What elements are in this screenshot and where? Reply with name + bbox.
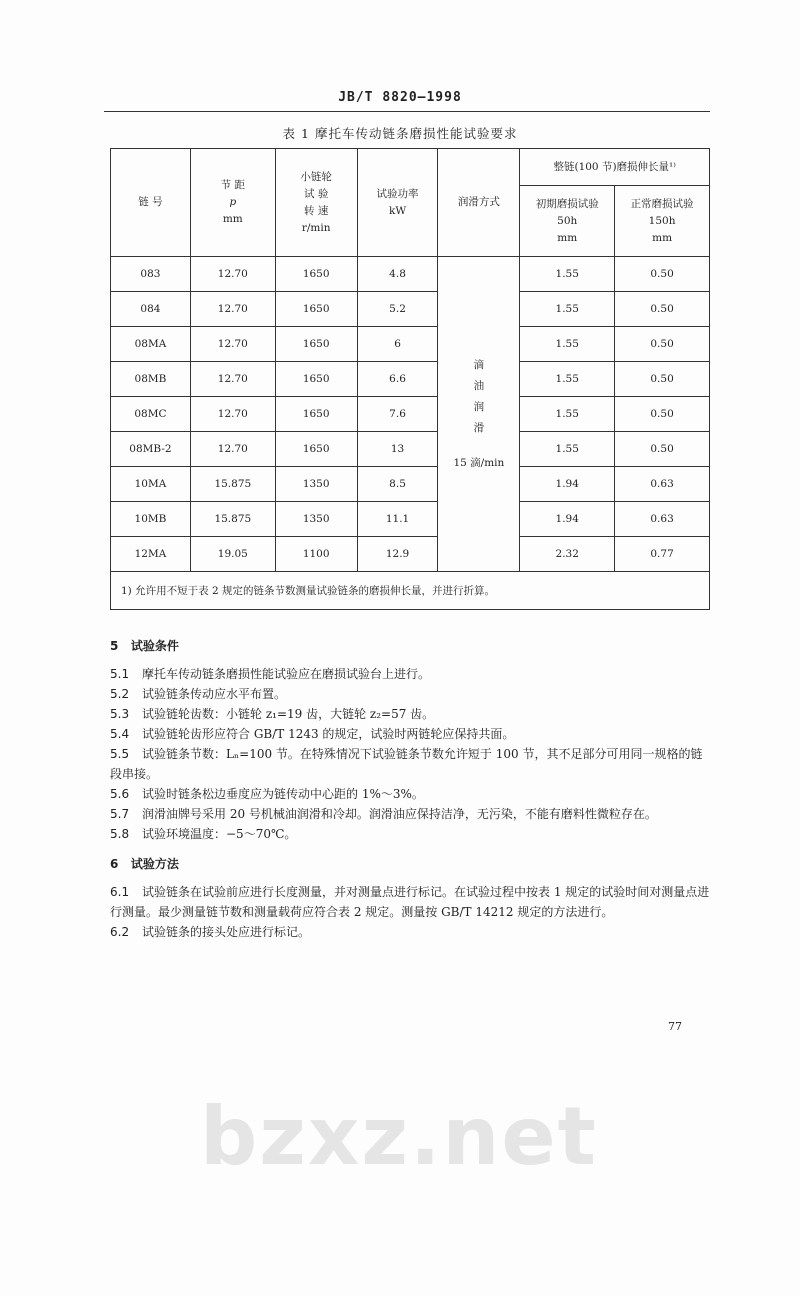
table-row [111,502,710,537]
clause [110,684,710,704]
cell-pitch: 12.70 [190,257,275,292]
table-row [111,467,710,502]
cell-pitch: 12.70 [190,292,275,327]
header-speed: 小链轮 试 验 转 速 r/min [275,149,357,257]
clause [110,744,710,784]
cell-chain-no: 08MC [111,397,191,432]
cell-pitch: 15.875 [190,467,275,502]
cell-normal-wear: 0.50 [615,397,710,432]
header-normal-wear: 正常磨损试验 150h mm [615,186,710,257]
cell-normal-wear: 0.50 [615,362,710,397]
cell-normal-wear: 0.50 [615,257,710,292]
clause-number: 6.2 [110,925,130,939]
clause [110,804,710,824]
table-row [111,397,710,432]
lubrication-cell [438,257,520,572]
table-row [111,537,710,572]
cell-power: 7.6 [357,397,438,432]
table-row [111,432,710,467]
cell-chain-no: 08MB [111,362,191,397]
cell-power: 6 [357,327,438,362]
cell-power: 13 [357,432,438,467]
cell-speed: 1100 [275,537,357,572]
clause-number: 5.4 [110,727,130,741]
page-number: 77 [668,1020,682,1033]
cell-speed: 1650 [275,327,357,362]
cell-initial-wear: 1.94 [520,467,615,502]
cell-pitch: 12.70 [190,432,275,467]
standard-header: JB/T 8820—1998 [338,90,462,105]
clause-text: 试验环境温度：−5～70℃。 [142,827,297,841]
clause-text: 试验时链条松边垂度应为链传动中心距的 1%～3%。 [142,787,424,801]
clause [110,882,710,922]
cell-chain-no: 08MA [111,327,191,362]
clause-text: 润滑油牌号采用 20 号机械油润滑和冷却。润滑油应保持洁净，无污染，不能有磨料性微粒存在。 [142,807,657,821]
cell-power: 8.5 [357,467,438,502]
clause [110,824,710,844]
section-title: 试验条件 [130,639,179,653]
cell-power: 6.6 [357,362,438,397]
cell-speed: 1650 [275,292,357,327]
cell-power: 12.9 [357,537,438,572]
table-row [111,257,710,292]
cell-pitch: 19.05 [190,537,275,572]
cell-initial-wear: 1.94 [520,502,615,537]
clause [110,724,710,744]
cell-chain-no: 12MA [111,537,191,572]
cell-pitch: 15.875 [190,502,275,537]
cell-power: 4.8 [357,257,438,292]
clause [110,664,710,684]
cell-speed: 1650 [275,257,357,292]
cell-initial-wear: 1.55 [520,397,615,432]
clause-number: 5.2 [110,687,130,701]
cell-pitch: 12.70 [190,397,275,432]
clause-text: 试验链条的接头处应进行标记。 [142,925,311,939]
section-number: 6 [110,857,119,871]
cell-normal-wear: 0.63 [615,502,710,537]
cell-pitch: 12.70 [190,327,275,362]
clause-number: 5.1 [110,667,130,681]
section-6 [110,854,710,942]
header-power: 试验功率 kW [357,149,438,257]
table-footnote: 1) 允许用不短于表 2 规定的链条节数测量试验链条的磨损伸长量，并进行折算。 [111,572,710,610]
table-caption: 表 1 摩托车传动链条磨损性能试验要求 [282,126,518,141]
clause-number: 5.8 [110,827,130,841]
clause-text: 试验链条节数：Lₙ=100 节。在特殊情况下试验链条节数允许短于 100 节，其不足部分可用同一规格的链段串接。 [110,747,703,781]
clause-number: 5.7 [110,807,130,821]
clause [110,704,710,724]
clause-text: 试验链条传动应水平布置。 [142,687,287,701]
section-number: 5 [110,639,119,653]
cell-initial-wear: 1.55 [520,257,615,292]
clause-text: 试验链轮齿形应符合 GB/T 1243 的规定，试验时两链轮应保持共面。 [142,727,515,741]
clause-number: 5.3 [110,707,130,721]
lubrication-text: 滑 [473,421,485,434]
header-pitch: 节 距 p mm [190,149,275,257]
cell-pitch: 12.70 [190,362,275,397]
cell-chain-no: 10MA [111,467,191,502]
watermark: bzxz.net [200,1090,598,1183]
header-chain-no: 链 号 [111,149,191,257]
cell-normal-wear: 0.77 [615,537,710,572]
clause [110,922,710,942]
cell-initial-wear: 1.55 [520,362,615,397]
header-rule [104,111,710,112]
cell-initial-wear: 1.55 [520,327,615,362]
clause-text: 摩托车传动链条磨损性能试验应在磨损试验台上进行。 [142,667,431,681]
clause-number: 5.6 [110,787,130,801]
cell-chain-no: 083 [111,257,191,292]
cell-normal-wear: 0.50 [615,432,710,467]
clause-number: 5.5 [110,747,130,761]
cell-initial-wear: 1.55 [520,292,615,327]
header-lubrication: 润滑方式 [438,149,520,257]
cell-speed: 1650 [275,362,357,397]
cell-speed: 1350 [275,467,357,502]
cell-normal-wear: 0.63 [615,467,710,502]
cell-normal-wear: 0.50 [615,327,710,362]
wear-test-table [110,148,710,610]
table-row [111,362,710,397]
section-heading [110,854,710,874]
table-row [111,327,710,362]
cell-speed: 1350 [275,502,357,537]
table-row [111,292,710,327]
lubrication-text: 15 滴/min [453,456,505,469]
cell-speed: 1650 [275,397,357,432]
lubrication-text: 润 [473,400,485,413]
clause [110,784,710,804]
cell-chain-no: 10MB [111,502,191,537]
section-title: 试验方法 [130,857,179,871]
section-heading [110,636,710,656]
lubrication-text: 滴 [473,358,485,371]
cell-power: 5.2 [357,292,438,327]
clause-text: 试验链轮齿数：小链轮 z₁=19 齿，大链轮 z₂=57 齿。 [142,707,435,721]
section-5 [110,636,710,844]
clause-number: 6.1 [110,885,130,899]
cell-normal-wear: 0.50 [615,292,710,327]
cell-initial-wear: 1.55 [520,432,615,467]
cell-power: 11.1 [357,502,438,537]
header-initial-wear: 初期磨损试验 50h mm [520,186,615,257]
clause-text: 试验链条在试验前应进行长度测量，并对测量点进行标记。在试验过程中按表 1 规定的试验时间对测量点进行测量。最少测量链节数和测量载荷应符合表 2 规定。测量按 GB/T 14212 规定的方法进行。 [110,885,710,919]
lubrication-text: 油 [473,379,485,392]
cell-initial-wear: 2.32 [520,537,615,572]
cell-chain-no: 084 [111,292,191,327]
cell-chain-no: 08MB-2 [111,432,191,467]
header-elongation: 整链(100 节)磨损伸长量¹⁾ [520,149,710,186]
cell-speed: 1650 [275,432,357,467]
body-sections [110,636,710,942]
